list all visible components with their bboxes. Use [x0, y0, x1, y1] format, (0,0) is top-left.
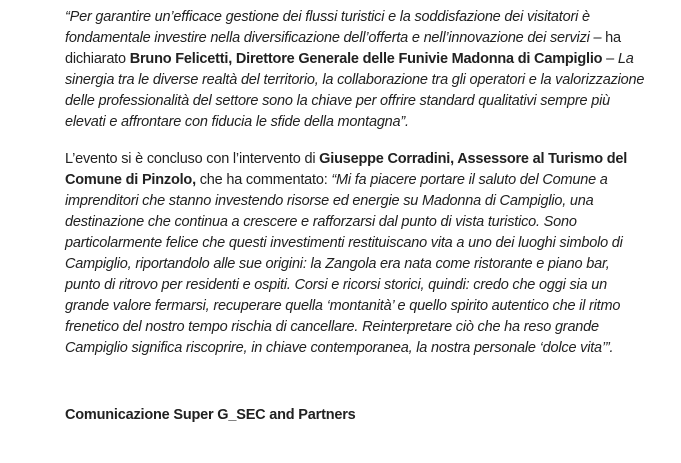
paragraph-corradini-quote [65, 149, 645, 359]
text-run-bold: Giuseppe Corradini, Assessore al Turismo del Comune di Pinzolo, [65, 151, 628, 188]
text-run-regular: – [602, 51, 618, 67]
text-run-italic: “Mi fa piacere portare il saluto del Comune a imprenditori che stanno investendo risorse ed energie su Madonna di Campiglio, una destinazione che continua a crescere e rafforzarsi dal punto di vista turistico. Sono particolarmente felice che questi investimenti restituiscano vita a uno dei luoghi simbolo di Campiglio, riportandolo alle sue origini: la Zangola era nata come ristorante e piano bar, punto di ritrovo per residenti e ospiti. Corsi e ricorsi storici, quindi: credo che oggi sia un grande valore fermarsi, recuperare quella ‘montanità’ e quello spirito autentico che il ritmo frenetico del nostro tempo rischia di cancellare. Reinterpretare ciò che ha reso grande Campiglio significa riscoprire, in chiave contemporanea, la nostra personale ‘dolce vita’”. [65, 172, 623, 356]
paragraph-felicetti-quote [65, 7, 645, 133]
text-run-regular: ha dichiarato [65, 30, 621, 67]
article-body [65, 7, 645, 426]
text-run-bold: Comunicazione Super G_SEC and Partners [65, 407, 356, 423]
text-run-italic: “Per garantire un’efficace gestione dei flussi turistici e la soddisfazione dei visitatori è fondamentale investire nella diversificazione dell’offerta e nell’innovazione dei servizi – [65, 9, 602, 46]
text-run-regular: L’evento si è concluso con l’intervento di [65, 151, 320, 167]
text-run-bold: Bruno Felicetti, Direttore Generale delle Funivie Madonna di Campiglio [129, 51, 603, 67]
credit-line [65, 405, 645, 426]
text-run-regular: che ha commentato: [195, 172, 332, 188]
text-run-italic: La sinergia tra le diverse realtà del territorio, la collaborazione tra gli operatori e la valorizzazione delle professionalità del settore sono la chiave per offrire standard qualitativi sempre più elevati e affrontare con fiducia le sfide della montagna”. [65, 51, 645, 130]
